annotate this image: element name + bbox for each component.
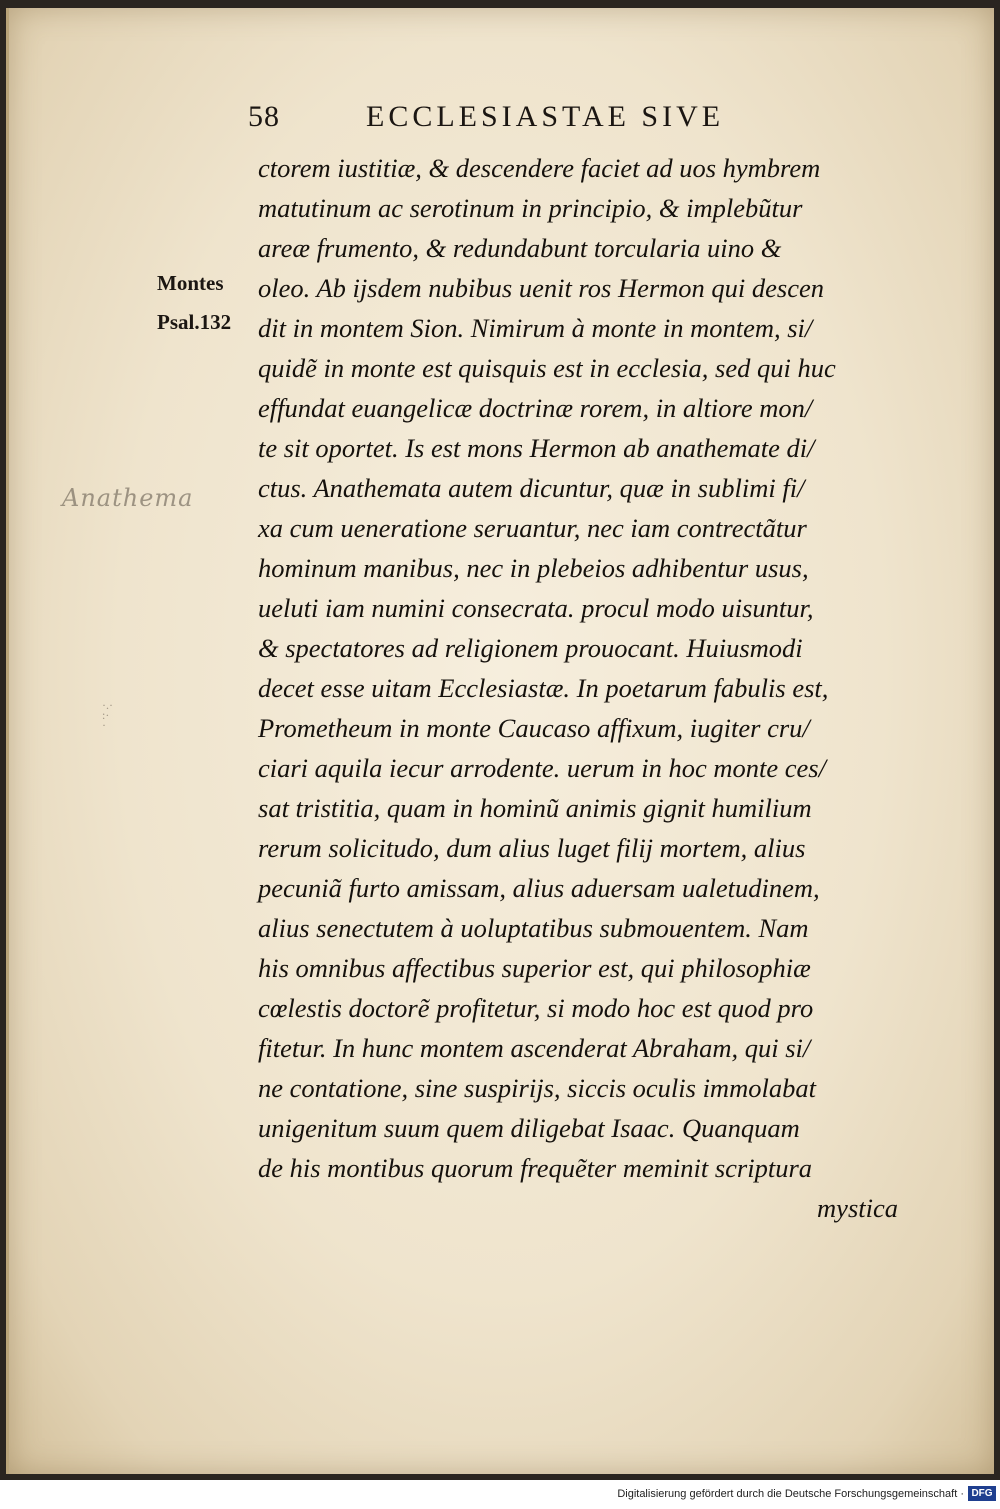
text-line: ctus. Anathemata autem dicuntur, quæ in sublimi fi/	[258, 473, 805, 503]
catchword: mystica	[817, 1193, 898, 1223]
margin-note-montes: Montes	[157, 271, 224, 295]
text-line: alius senectutem à uoluptatibus submouentem. Nam	[258, 913, 809, 943]
footer-bar	[0, 1480, 1000, 1509]
running-head	[248, 100, 808, 140]
text-line: fitetur. In hunc montem ascenderat Abraham, qui si/	[258, 1033, 811, 1063]
text-line: effundat euangelicæ doctrinæ rorem, in altiore mon/	[258, 393, 813, 423]
text-line: de his montibus quorum frequẽter meminit scriptura	[258, 1153, 813, 1183]
dfg-logo-icon: DFG	[968, 1486, 996, 1501]
text-line: matutinum ac serotinum in principio, & implebũtur	[258, 193, 803, 223]
text-line: hominum manibus, nec in plebeios adhibentur usus,	[258, 553, 809, 583]
text-line: ueluti iam numini consecrata. procul modo uisuntur,	[258, 593, 814, 623]
text-line: pecuniã furto amissam, alius aduersam ualetudinem,	[258, 873, 820, 903]
text-line: Prometheum in monte Caucaso affixum, iugiter cru/	[258, 713, 810, 743]
text-line: & spectatores ad religionem prouocant. Huiusmodi	[258, 633, 803, 663]
running-title: ECCLESIASTAE SIVE	[366, 100, 725, 133]
text-line: ciari aquila iecur arrodente. uerum in hoc monte ces/	[258, 753, 826, 783]
body-text	[258, 148, 898, 1228]
text-line: cœlestis doctorẽ profitetur, si modo hoc est quod pro	[258, 993, 814, 1023]
text-line: his omnibus affectibus superior est, qui philosophiæ	[258, 953, 811, 983]
handwritten-annotation: Anathema	[62, 484, 194, 512]
text-line: quidẽ in monte est quisquis est in ecclesia, sed qui huc	[258, 353, 836, 383]
text-line: ne contatione, sine suspirijs, siccis oculis immolabat	[258, 1073, 816, 1103]
text-line: ctorem iustitiæ, & descendere faciet ad uos hymbrem	[258, 153, 821, 183]
page-number: 58	[248, 100, 280, 133]
text-line: xa cum ueneratione seruantur, nec iam contrectãtur	[258, 513, 807, 543]
text-line: unigenitum suum quem diligebat Isaac. Quanquam	[258, 1113, 800, 1143]
text-line: oleo. Ab ijsdem nubibus uenit ros Hermon qui descen	[258, 273, 825, 303]
text-line: dit in montem Sion. Nimirum à monte in montem, si/	[258, 313, 813, 343]
funding-notice: Digitalisierung gefördert durch die Deutsche Forschungsgemeinschaft ·	[617, 1488, 964, 1500]
text-line: sat tristitia, quam in hominũ animis gignit humilium	[258, 793, 812, 823]
text-line: te sit oportet. Is est mons Hermon ab anathemate di/	[258, 433, 815, 463]
ink-specks: ·.· :· ·	[102, 698, 113, 732]
text-line: decet esse uitam Ecclesiastæ. In poetarum fabulis est,	[258, 673, 829, 703]
text-line: areæ frumento, & redundabunt torcularia uino &	[258, 233, 782, 263]
margin-note-psalm: Psal.132	[157, 310, 232, 334]
text-line: rerum solicitudo, dum alius luget filij mortem, alius	[258, 833, 806, 863]
